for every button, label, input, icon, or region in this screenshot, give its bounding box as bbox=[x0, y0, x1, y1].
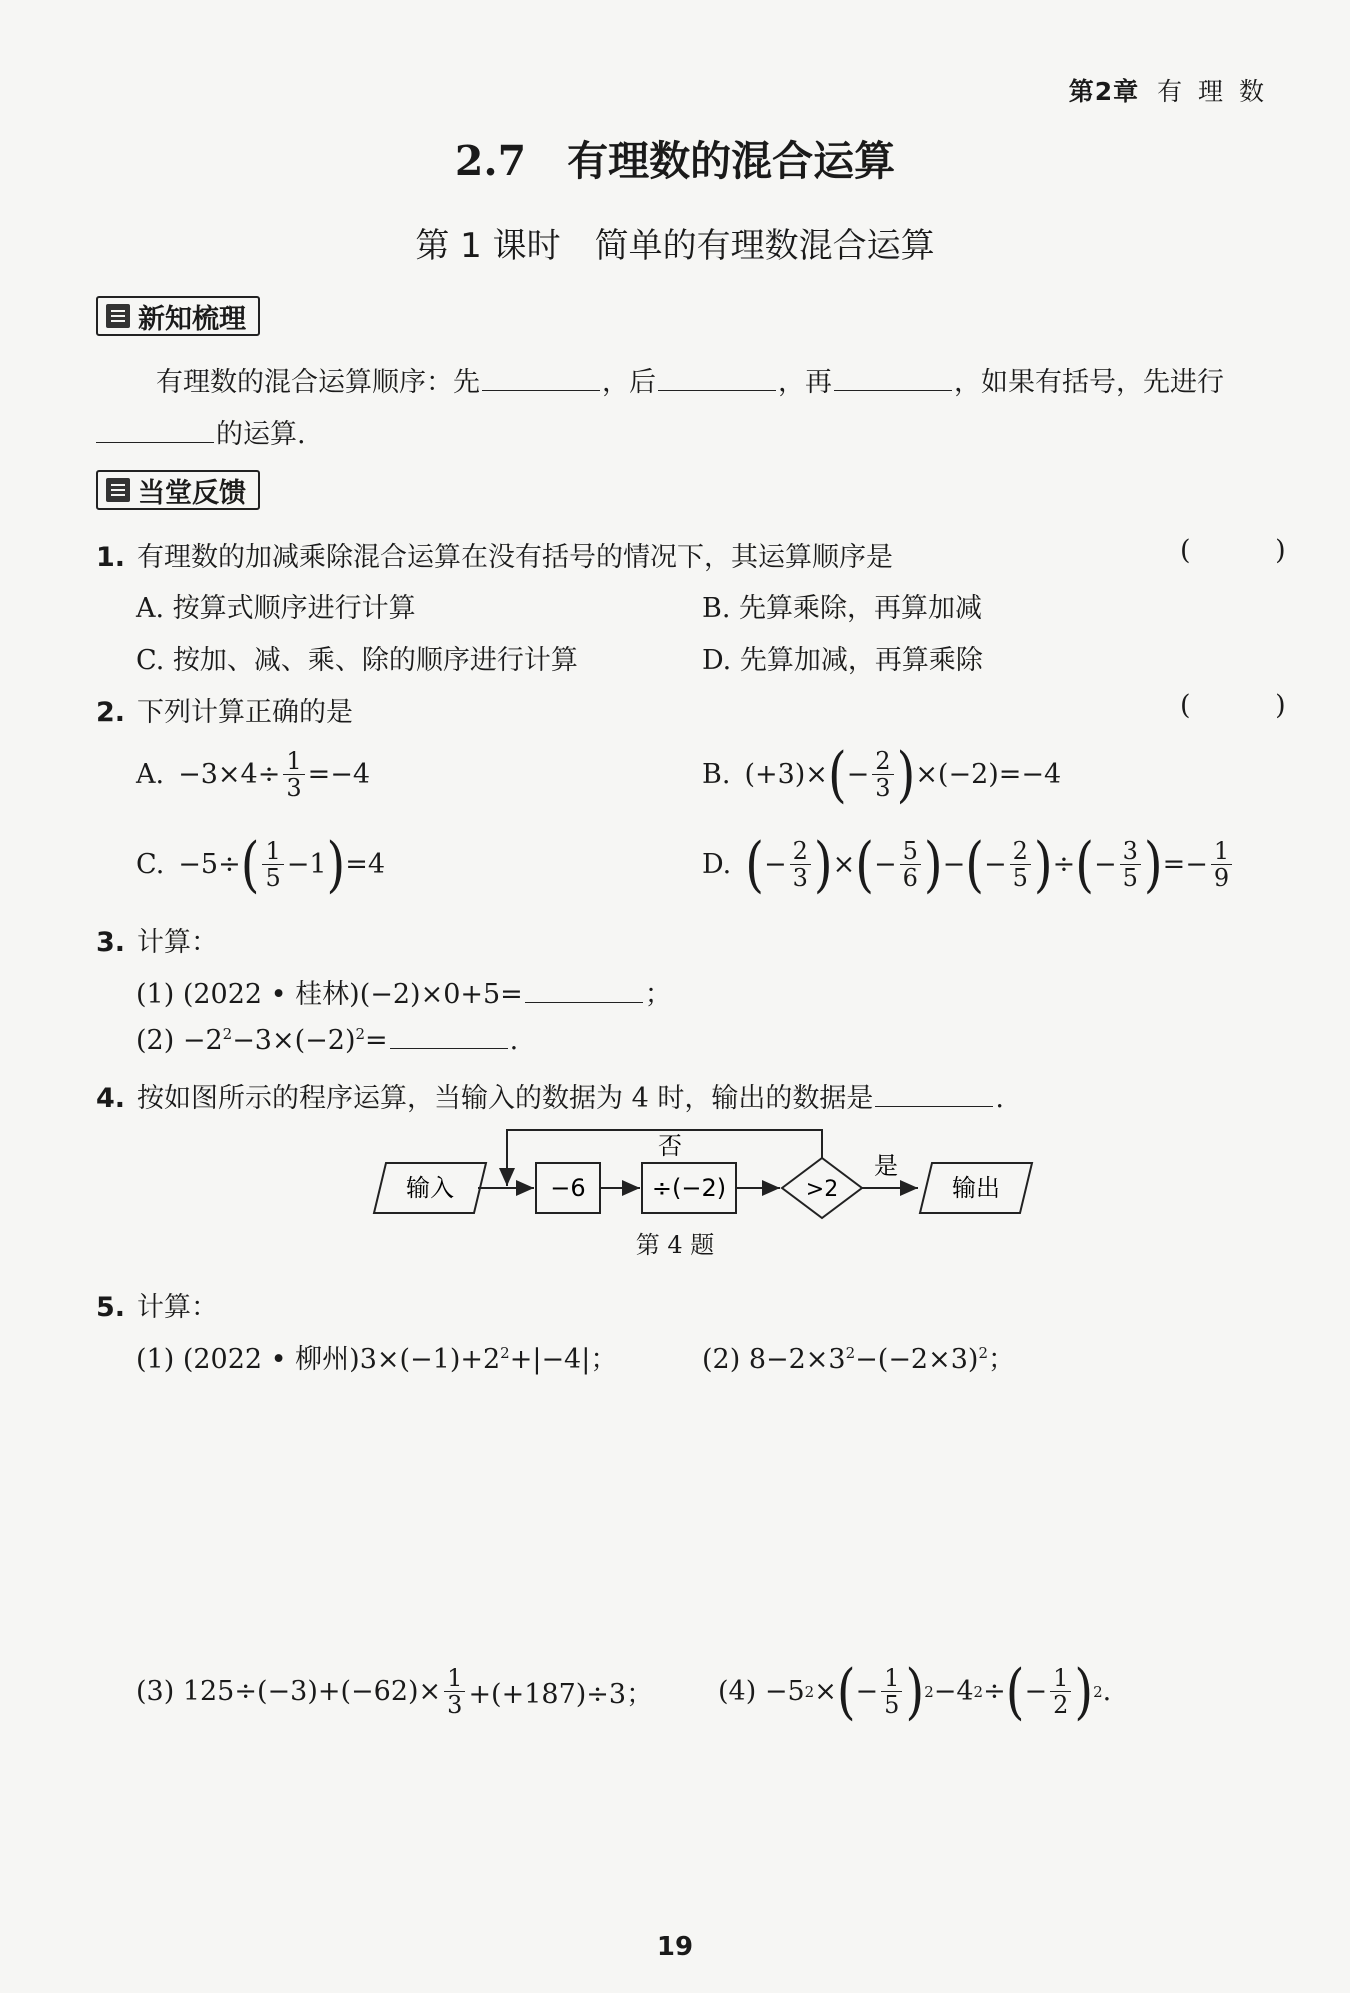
answer-paren[interactable]: ( ) bbox=[1180, 690, 1324, 721]
q3-part-1: (1) (2022 • 桂林)(−2)×0+5= ； bbox=[136, 979, 672, 1010]
q1-option-b: B. 先算乘除，再算加减 bbox=[702, 593, 983, 624]
q2-option-b: B. (+3)× ( − $\frac{2}{3}$ ) ×(−2)=−4 bbox=[702, 739, 1062, 810]
q2-option-c: C. −5÷ ( $\frac{1}{5}$ −1 ) =4 bbox=[136, 829, 386, 900]
fraction: $\frac{1}{9}$ bbox=[1211, 838, 1232, 892]
svg-text:−6: −6 bbox=[550, 1174, 586, 1202]
program-flowchart bbox=[370, 1118, 1050, 1228]
question-2: 2. 下列计算正确的是 bbox=[96, 697, 354, 728]
q5-part-3: (3) 125÷(−3)+(−62)× $\frac{1}{3}$ +(+187)÷3； bbox=[136, 1664, 654, 1720]
q1-option-d: D. 先算加减，再算乘除 bbox=[702, 645, 983, 676]
fraction: $\frac{1}{5}$ bbox=[262, 838, 283, 892]
q2-option-a: A. −3×4÷ $\frac{1}{3}$ =−4 bbox=[136, 747, 371, 803]
answer-blank[interactable] bbox=[658, 366, 776, 391]
chapter-name: 有 理 数 bbox=[1157, 77, 1268, 106]
condition-diamond bbox=[782, 1158, 862, 1218]
chapter-header bbox=[1069, 72, 1268, 108]
label-no: 否 bbox=[658, 1132, 682, 1160]
answer-blank[interactable] bbox=[834, 366, 952, 391]
output-parallelogram bbox=[920, 1163, 1032, 1213]
q1-option-a: A. 按算式顺序进行计算 bbox=[136, 593, 416, 624]
fraction: $\frac{5}{6}$ bbox=[900, 838, 921, 892]
svg-text:÷(−2): ÷(−2) bbox=[651, 1174, 727, 1202]
lesson-subtitle: 第 1 课时 简单的有理数混合运算 bbox=[415, 226, 935, 266]
fraction: $\frac{1}{5}$ bbox=[881, 1665, 902, 1719]
section-badge-new-knowledge bbox=[96, 296, 260, 336]
svg-text:输出: 输出 bbox=[952, 1174, 1000, 1202]
input-parallelogram bbox=[374, 1163, 486, 1213]
page-number: 19 bbox=[656, 1932, 694, 1962]
fraction: $\frac{1}{3}$ bbox=[283, 748, 304, 802]
answer-blank[interactable] bbox=[525, 978, 643, 1003]
section-label: 新知梳理 bbox=[138, 303, 246, 335]
q5-part-4: (4) −5 2 × ( − $\frac{1}{5}$ ) 2 −4 2 ÷ ( − $\frac{1}{2}$ ) 2 . bbox=[718, 1656, 1112, 1727]
answer-paren[interactable]: ( ) bbox=[1180, 535, 1324, 566]
label-yes: 是 bbox=[874, 1152, 898, 1180]
question-5: 5. 计算： bbox=[96, 1292, 219, 1323]
chapter-number: 第2章 bbox=[1068, 77, 1140, 106]
q5-part-1: (1) (2022 • 柳州)$3\times(-1)+2^2+|-4|$； bbox=[136, 1344, 618, 1375]
answer-blank[interactable] bbox=[875, 1082, 993, 1107]
summary-line-2: 的运算. bbox=[96, 412, 306, 451]
section-badge-class-feedback bbox=[96, 470, 260, 510]
answer-blank[interactable] bbox=[482, 366, 600, 391]
svg-text:输入: 输入 bbox=[406, 1174, 454, 1202]
pencil-icon bbox=[106, 478, 130, 502]
fraction: $\frac{1}{3}$ bbox=[444, 1665, 465, 1719]
answer-blank[interactable] bbox=[390, 1024, 508, 1049]
page-title: 2.7 有理数的混合运算 bbox=[454, 137, 896, 185]
question-1: 1. 有理数的加减乘除混合运算在没有括号的情况下，其运算顺序是 bbox=[96, 542, 894, 573]
section-label: 当堂反馈 bbox=[138, 477, 246, 509]
svg-text:>2: >2 bbox=[805, 1177, 839, 1202]
question-4: 4. 按如图所示的程序运算，当输入的数据为 4 时，输出的数据是 . bbox=[96, 1083, 1004, 1114]
q1-option-c: C. 按加、减、乘、除的顺序进行计算 bbox=[136, 645, 578, 676]
fraction: $\frac{1}{2}$ bbox=[1050, 1665, 1071, 1719]
answer-blank[interactable] bbox=[96, 418, 214, 443]
fraction: $\frac{2}{3}$ bbox=[790, 838, 811, 892]
fraction: $\frac{2}{5}$ bbox=[1010, 838, 1031, 892]
figure-caption: 第 4 题 bbox=[635, 1231, 715, 1259]
step1-box bbox=[536, 1163, 600, 1213]
step2-box bbox=[642, 1163, 736, 1213]
q2-option-d: D. ( − $\frac{2}{3}$ ) × ( − $\frac{5}{6}$ ) − ( − $\frac{2}{5}$ ) ÷ ( − $\frac{3}{5}$ ) =− $\frac{1}{9}$ bbox=[702, 838, 1235, 892]
fraction: $\frac{2}{3}$ bbox=[872, 748, 893, 802]
q3-part-2: $(2) -2^2-3\times(-2)^2=$ . bbox=[136, 1025, 519, 1056]
fraction: $\frac{3}{5}$ bbox=[1120, 838, 1141, 892]
q5-part-2: (2) $8-2\times 3^2-(-2\times 3)^2$； bbox=[702, 1344, 1015, 1375]
summary-line-1: 有理数的混合运算顺序：先 ，后 ，再 ，如果有括号，先进行 bbox=[156, 367, 1224, 398]
question-3: 3. 计算： bbox=[96, 927, 219, 958]
book-icon bbox=[106, 304, 130, 328]
